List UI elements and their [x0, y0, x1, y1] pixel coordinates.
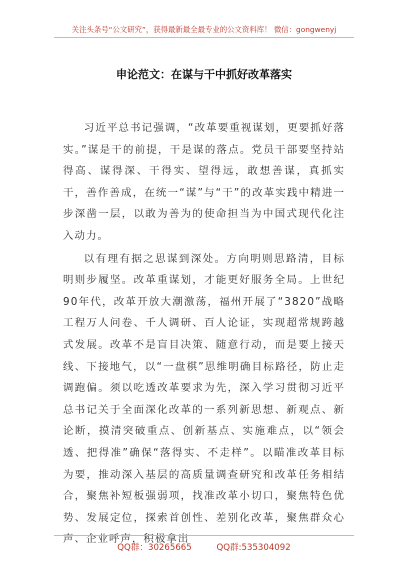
footer-qq-group-2: QQ群:535304092 — [216, 543, 291, 553]
header-divider — [54, 37, 354, 38]
paragraph: 习近平总书记强调，“改革要重视谋划，更要抓好落实。”谋是干的前提，干是谋的落点。党员干部要坚持站得高、谋得深、干得实、望得远，敢想善谋，真抓实干，善作善成，在统一“谋”与“干”的改革实践中精进一步深凿一层，以敢为善为的使命担当为中国式现代化注入动力。 — [63, 122, 345, 242]
header-banner: 关注头条号“公文研究”，获得最新最全最专业的公文资料库！ 微信：gongwenyj — [71, 25, 337, 34]
document-body — [63, 118, 345, 551]
document-title: 申论范文：在谋与干中抓好改革落实 — [116, 68, 292, 81]
footer-qq-group-1: QQ群：30265665 — [117, 543, 192, 553]
footer-divider — [54, 535, 354, 536]
paragraph: 以有理有据之思谋到深处。方向明则思路清，目标明则步履坚。改革重谋划，才能更好服务全局。上世纪90年代，改革开放大潮激荡，福州开展了“3820”战略工程万人问卷、千人调研、百人论证，实现超常规跨越式发展。改革不是盲目决策、随意行动，而是要上接天线、下接地气，以“一盘棋”思维明确目标路径，防止走调跑偏。须以吃透改革要求为先，深入学习贯彻习近平总书记关于全面深化改革的一系列新思想、新观点、新论断，摸清突破重点、创新基点、实施难点，以“领会透、把得准”确保“落得实、不走样”。以瞄准改革目标为要，推动深入基层的高质量调查研究和改革任务相结合，聚焦补短板强弱项，找准改革小切口，聚焦特色优势、发展定位，探索首创性、差别化改革，聚焦群众心声、企业呼声，积极拿出 — [63, 252, 345, 546]
footer — [0, 541, 408, 553]
